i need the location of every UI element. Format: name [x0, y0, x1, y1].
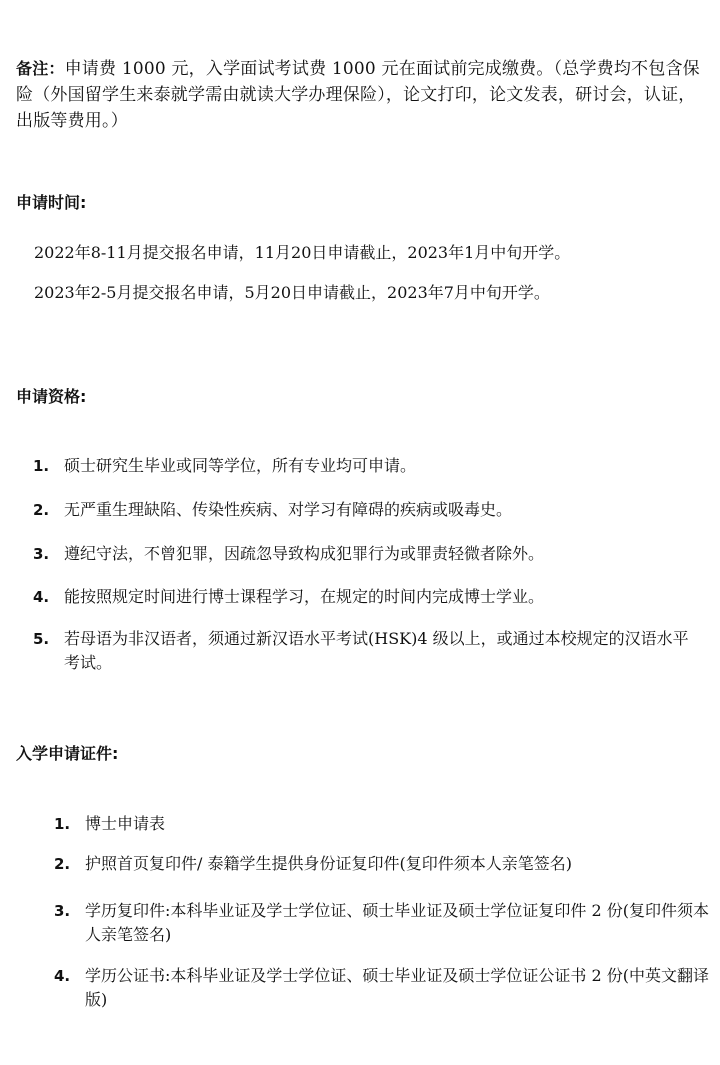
item-number: 3.: [33, 545, 50, 563]
application-time-line-1: 2022年8-11月提交报名申请，11月20日申请截止，2023年1月中旬开学。: [34, 243, 571, 262]
item-text: 学历复印件:本科毕业证及学士学位证、硕士毕业证及硕士学位证复印件 2 份(复印件须本人亲笔签名): [85, 901, 709, 944]
item-text: 硕士研究生毕业或同等学位，所有专业均可申请。: [64, 456, 417, 475]
item-text: 能按照规定时间进行博士课程学习，在规定的时间内完成博士学业。: [64, 587, 545, 606]
item-text: 博士申请表: [85, 814, 166, 833]
item-number: 1.: [33, 457, 50, 475]
fee-note: [16, 56, 710, 134]
note-label: 备注：: [16, 59, 65, 78]
document-item: [54, 812, 714, 836]
qualification-item: [33, 454, 693, 478]
qualification-item: [33, 498, 693, 522]
item-text: 若母语为非汉语者，须通过新汉语水平考试(HSK)4 级以上，或通过本校规定的汉语水平考试。: [64, 629, 689, 672]
item-text: 护照首页复印件/ 泰籍学生提供身份证复印件(复印件须本人亲笔签名): [85, 854, 572, 873]
qualification-item: [33, 542, 693, 566]
document-item: [54, 899, 714, 947]
application-time-heading: 申请时间:: [16, 193, 87, 212]
item-number: 3.: [54, 902, 71, 920]
qualifications-heading: 申请资格:: [16, 387, 87, 406]
item-text: 无严重生理缺陷、传染性疾病、对学习有障碍的疾病或吸毒史。: [64, 500, 513, 519]
document-item: [54, 964, 714, 1012]
item-number: 4.: [54, 967, 71, 985]
item-number: 4.: [33, 588, 50, 606]
item-number: 2.: [54, 855, 71, 873]
item-text: 学历公证书:本科毕业证及学士学位证、硕士毕业证及硕士学位证公证书 2 份(中英文翻译版): [85, 966, 709, 1009]
item-text: 遵纪守法，不曾犯罪，因疏忽导致构成犯罪行为或罪责轻微者除外。: [64, 544, 545, 563]
documents-heading: 入学申请证件:: [16, 744, 119, 763]
item-number: 2.: [33, 501, 50, 519]
application-time-line-2: 2023年2-5月提交报名申请，5月20日申请截止，2023年7月中旬开学。: [34, 283, 550, 302]
qualification-item: [33, 585, 693, 609]
note-text: 申请费 1000 元，入学面试考试费 1000 元在面试前完成缴费。（总学费均不包含保险（外国留学生来泰就学需由就读大学办理保险），论文打印，论文发表，研讨会，认证，出版等费用。）: [16, 59, 700, 131]
document-item: [54, 852, 714, 876]
qualification-item: [33, 627, 693, 675]
item-number: 1.: [54, 815, 71, 833]
item-number: 5.: [33, 630, 50, 648]
